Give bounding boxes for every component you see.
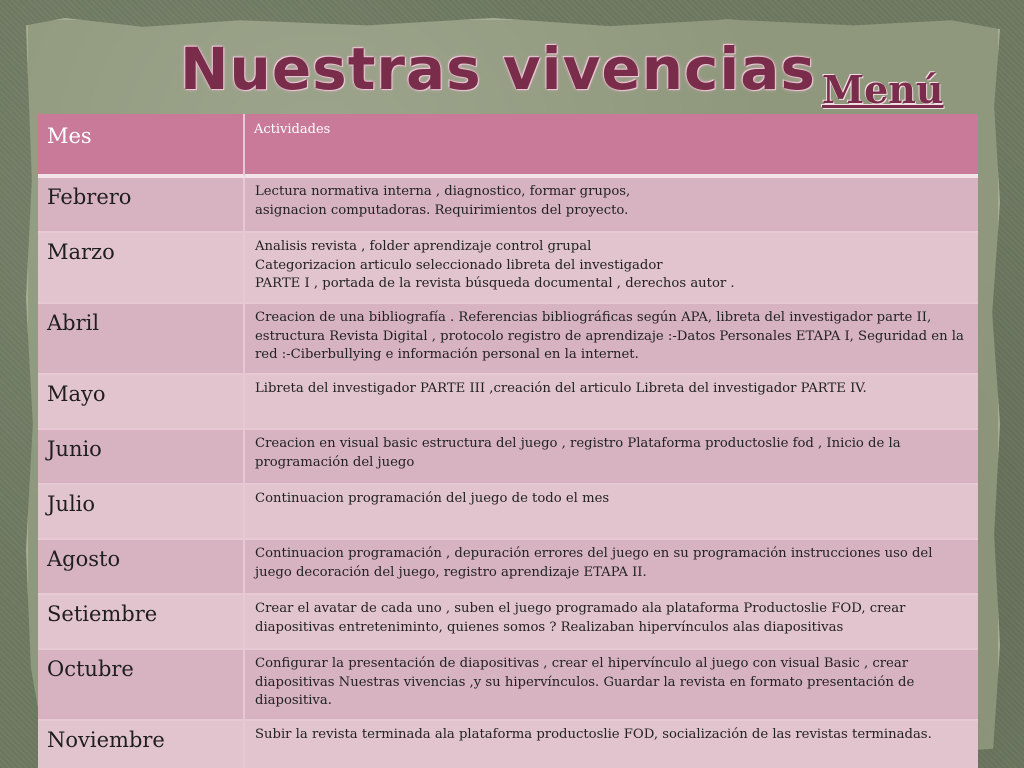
- activity-cell: [245, 485, 978, 540]
- activity-cell: [245, 375, 978, 430]
- activities-table: [38, 114, 978, 768]
- table-row: [38, 304, 978, 375]
- menu-link[interactable]: Menú: [822, 67, 944, 112]
- activity-line: Lectura normativa interna , diagnostico, formar grupos,: [255, 184, 631, 199]
- activity-line: diapositiva.: [255, 693, 332, 708]
- table-row: [38, 485, 978, 540]
- month-column-header: Mes: [38, 114, 245, 178]
- table-row: [38, 178, 978, 233]
- month-cell: Junio: [38, 430, 245, 485]
- table-row: [38, 430, 978, 485]
- activity-line: asignacion computadoras. Requirimientos del proyecto.: [255, 202, 629, 218]
- table-row: [38, 233, 978, 304]
- activity-line: Creacion de una bibliografía . Referencias bibliográficas según APA, libreta del investigador parte II,: [255, 310, 932, 325]
- table-row: [38, 595, 978, 650]
- activity-cell: [245, 540, 978, 595]
- activity-line: Creacion en visual basic estructura del juego , registro Plataforma productoslie fod , Inicio de la: [255, 436, 901, 451]
- month-cell: Mayo: [38, 375, 245, 430]
- activity-line: red :-Ciberbullying e información personal en la internet.: [255, 347, 639, 362]
- month-cell: Octubre: [38, 650, 245, 721]
- activity-line: PARTE I , portada de la revista búsqueda documental , derechos autor .: [255, 276, 735, 291]
- activity-line: Continuacion programación , depuración errores del juego en su programación instrucciones uso del: [255, 546, 933, 561]
- activity-cell: [245, 304, 978, 375]
- activity-line: programación del juego: [255, 454, 415, 470]
- activity-line: estructura Revista Digital , protocolo registro de aprendizaje :-Datos Personales ETAPA I, Seguridad en la: [255, 328, 964, 344]
- activity-cell: [245, 430, 978, 485]
- month-cell: Julio: [38, 485, 245, 540]
- month-cell: Marzo: [38, 233, 245, 304]
- activity-cell: [245, 721, 978, 768]
- month-cell: Setiembre: [38, 595, 245, 650]
- table-header-row: [38, 114, 978, 178]
- activity-line: Categorizacion articulo seleccionado libreta del investigador: [255, 257, 663, 273]
- table-row: [38, 650, 978, 721]
- activity-line: diapositivas entreteniminto, quienes somos ? Realizaban hipervínculos alas diapositivas: [255, 619, 844, 635]
- page-title: Nuestras vivencias: [180, 35, 816, 103]
- activity-cell: [245, 650, 978, 721]
- activity-line: Configurar la presentación de diapositivas , crear el hipervínculo al juego con visual Basic , crear: [255, 656, 909, 671]
- activity-line: juego decoración del juego, registro aprendizaje ETAPA II.: [255, 564, 647, 580]
- activity-line: diapositivas Nuestras vivencias ,y su hipervínculos. Guardar la revista en formato presentación de: [255, 674, 915, 690]
- activity-cell: [245, 178, 978, 233]
- table-row: [38, 721, 978, 768]
- activities-column-header: Actividades: [245, 114, 978, 178]
- activity-cell: [245, 233, 978, 304]
- table-row: [38, 375, 978, 430]
- activity-cell: [245, 595, 978, 650]
- activity-line: Libreta del investigador PARTE III ,creación del articulo Libreta del investigador PARTE IV.: [255, 381, 867, 396]
- activity-line: Crear el avatar de cada uno , suben el juego programado ala plataforma Productoslie FOD, crear: [255, 601, 906, 616]
- table-row: [38, 540, 978, 595]
- month-cell: Noviembre: [38, 721, 245, 768]
- month-cell: Agosto: [38, 540, 245, 595]
- activity-line: Analisis revista , folder aprendizaje control grupal: [255, 239, 592, 254]
- activity-line: Continuacion programación del juego de todo el mes: [255, 491, 610, 506]
- month-cell: Abril: [38, 304, 245, 375]
- activity-line: Subir la revista terminada ala plataforma productoslie FOD, socialización de las revistas terminadas.: [255, 727, 932, 742]
- month-cell: Febrero: [38, 178, 245, 233]
